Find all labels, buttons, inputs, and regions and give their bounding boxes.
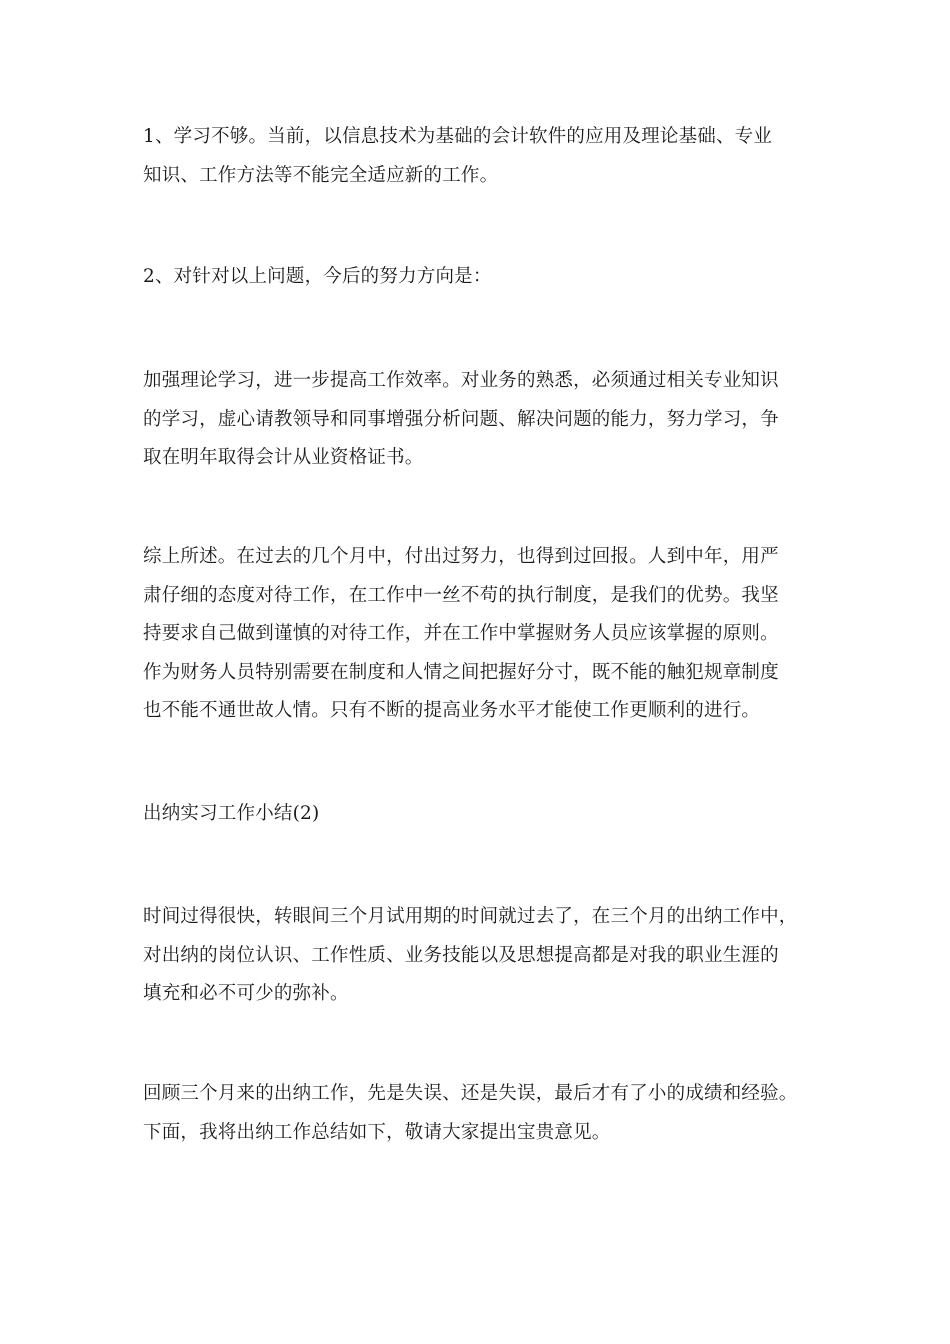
paragraph-line: 取在明年取得会计从业资格证书。 <box>143 447 424 468</box>
paragraph-line: 回顾三个月来的出纳工作，先是失误、还是失误，最后才有了小的成绩和经验。 <box>143 1083 798 1104</box>
paragraph-line: 对出纳的岗位认识、工作性质、业务技能以及思想提高都是对我的职业生涯的 <box>143 944 779 966</box>
paragraph-line: 1、学习不够。当前，以信息技术为基础的会计软件的应用及理论基础、专业 <box>143 126 773 147</box>
paragraph-line: 也不能不通世故人情。只有不断的提高业务水平才能使工作更顺利的进行。 <box>143 700 761 721</box>
paragraph-line: 填充和必不可少的弥补。 <box>143 983 349 1004</box>
paragraph-line: 下面，我将出纳工作总结如下，敬请大家提出宝贵意见。 <box>143 1121 611 1143</box>
paragraph-line: 2、对针对以上问题，今后的努力方向是： <box>143 266 492 287</box>
paragraph-line: 时间过得很快，转眼间三个月试用期的时间就过去了，在三个月的出纳工作中， <box>143 906 798 927</box>
paragraph-line: 作为财务人员特别需要在制度和人情之间把握好分寸，既不能的触犯规章制度 <box>143 661 779 683</box>
paragraph-time-flies <box>143 898 843 1014</box>
paragraph-improvement-direction <box>143 258 843 297</box>
paragraph-line: 的学习，虚心请教领导和同事增强分析问题、解决问题的能力，努力学习，争 <box>143 408 779 430</box>
section-heading <box>143 795 843 834</box>
section-title: 出纳实习工作小结(2) <box>143 803 320 824</box>
paragraph-summary <box>143 538 843 731</box>
paragraph-study-shortfall <box>143 118 843 195</box>
paragraph-review <box>143 1075 843 1152</box>
paragraph-line: 肃仔细的态度对待工作，在工作中一丝不苟的执行制度，是我们的优势。我坚 <box>143 584 779 606</box>
paragraph-strengthen-learning <box>143 362 843 478</box>
paragraph-line: 综上所述。在过去的几个月中，付出过努力，也得到过回报。人到中年，用严 <box>143 546 779 567</box>
paragraph-line: 加强理论学习，进一步提高工作效率。对业务的熟悉，必须通过相关专业知识 <box>143 370 779 391</box>
paragraph-line: 持要求自己做到谨慎的对待工作，并在工作中掌握财务人员应该掌握的原则。 <box>143 623 779 644</box>
paragraph-line: 知识、工作方法等不能完全适应新的工作。 <box>143 164 499 186</box>
